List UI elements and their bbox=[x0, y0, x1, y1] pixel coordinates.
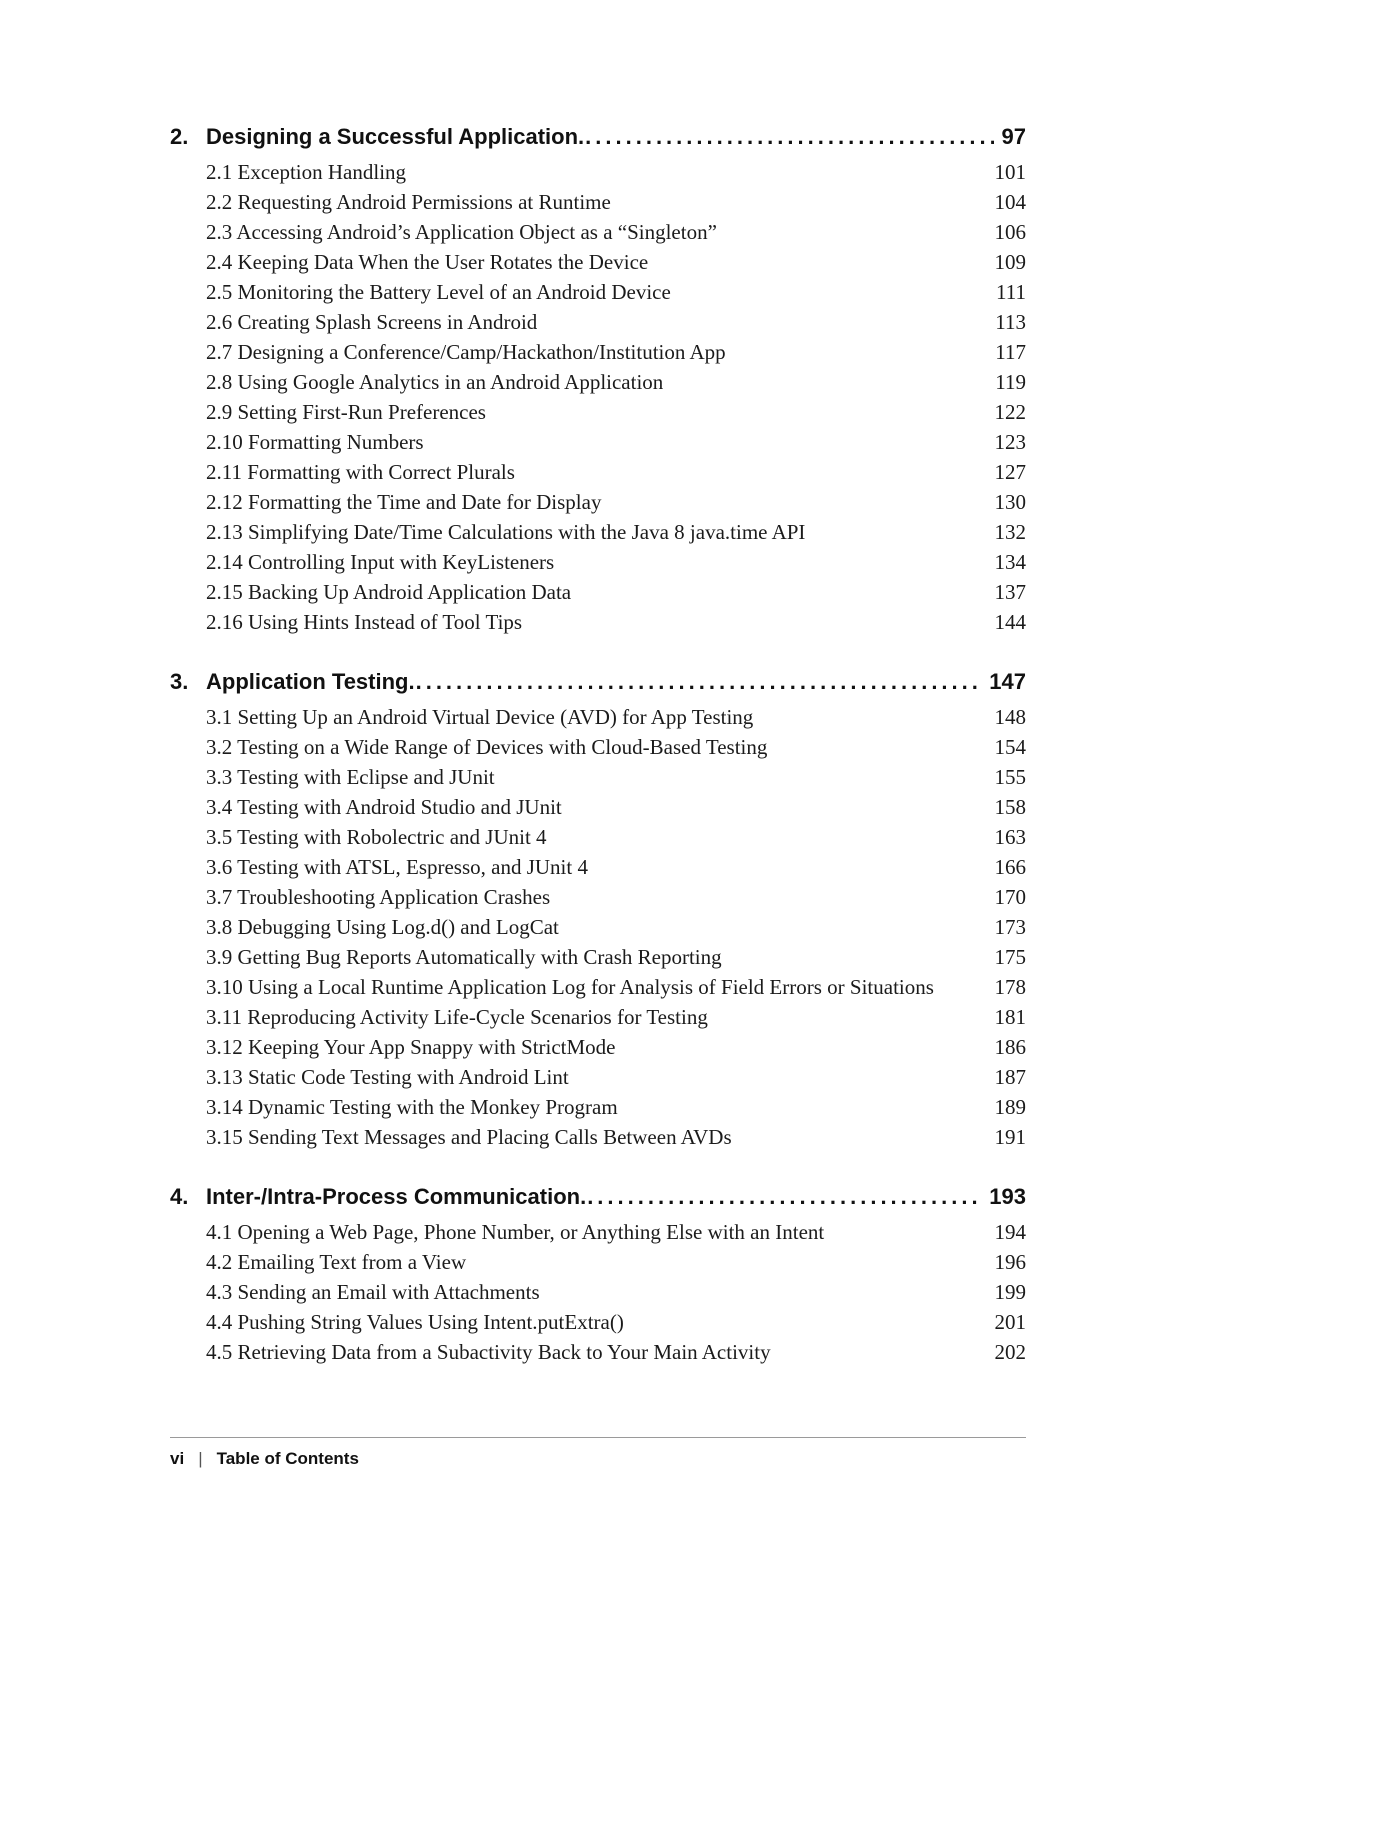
chapter-heading bbox=[170, 1182, 1026, 1212]
dot-leader bbox=[587, 1182, 981, 1212]
entry-label: 3.7 Troubleshooting Application Crashes bbox=[206, 885, 551, 909]
toc-entry-row bbox=[170, 517, 1026, 547]
entry-label: 4.2 Emailing Text from a View bbox=[206, 1250, 467, 1274]
footer-label: Table of Contents bbox=[216, 1449, 359, 1468]
toc-entry-row bbox=[170, 247, 1026, 277]
entry-page-number: 163 bbox=[994, 825, 1026, 849]
entry-page-number: 132 bbox=[994, 520, 1026, 544]
entry-page-number: 134 bbox=[994, 550, 1026, 574]
entry-page-number: 130 bbox=[994, 490, 1026, 514]
entry-page-number: 170 bbox=[994, 885, 1026, 909]
entry-label: 4.1 Opening a Web Page, Phone Number, or Anything Else with an Intent bbox=[206, 1220, 825, 1244]
entry-label: 3.8 Debugging Using Log.d() and LogCat bbox=[206, 915, 559, 939]
toc-entry-row bbox=[170, 337, 1026, 367]
toc-entry-row bbox=[170, 487, 1026, 517]
entry-page-number: 113 bbox=[995, 310, 1026, 334]
entry-page-number: 148 bbox=[994, 705, 1026, 729]
chapter-page-number: 97 bbox=[1001, 124, 1026, 149]
entry-label: 3.3 Testing with Eclipse and JUnit bbox=[206, 765, 495, 789]
footer-page-number: vi bbox=[170, 1449, 185, 1468]
entry-page-number: 106 bbox=[994, 220, 1026, 244]
entry-label: 2.7 Designing a Conference/Camp/Hackathon/Institution App bbox=[206, 340, 726, 364]
toc-entry-row bbox=[170, 367, 1026, 397]
toc-entry-row bbox=[170, 1307, 1026, 1337]
chapter-section bbox=[170, 122, 1026, 637]
chapter-heading bbox=[170, 667, 1026, 697]
toc-entry-row bbox=[170, 1337, 1026, 1367]
entry-page-number: 158 bbox=[994, 795, 1026, 819]
dot-leader bbox=[416, 667, 982, 697]
chapter-page-number: 147 bbox=[989, 669, 1026, 694]
toc-entry-row bbox=[170, 187, 1026, 217]
chapter-section bbox=[170, 1182, 1026, 1367]
toc-entry-row bbox=[170, 942, 1026, 972]
entry-page-number: 181 bbox=[994, 1005, 1026, 1029]
entry-page-number: 173 bbox=[994, 915, 1026, 939]
chapter-entries bbox=[170, 702, 1026, 1152]
entry-label: 3.11 Reproducing Activity Life-Cycle Scenarios for Testing bbox=[206, 1005, 708, 1029]
toc-entry-row bbox=[170, 217, 1026, 247]
entry-label: 4.4 Pushing String Values Using Intent.putExtra() bbox=[206, 1310, 624, 1334]
entry-label: 2.16 Using Hints Instead of Tool Tips bbox=[206, 610, 523, 634]
chapter-title: Designing a Successful Application. bbox=[206, 124, 585, 149]
entry-page-number: 101 bbox=[994, 160, 1026, 184]
chapter-title: Inter-/Intra-Process Communication. bbox=[206, 1184, 587, 1209]
toc-entry-row bbox=[170, 1217, 1026, 1247]
entry-label: 2.1 Exception Handling bbox=[206, 160, 407, 184]
toc-entry-row bbox=[170, 732, 1026, 762]
entry-page-number: 123 bbox=[994, 430, 1026, 454]
toc-entry-row bbox=[170, 457, 1026, 487]
entry-label: 2.14 Controlling Input with KeyListeners bbox=[206, 550, 555, 574]
entry-label: 2.10 Formatting Numbers bbox=[206, 430, 424, 454]
entry-page-number: 201 bbox=[994, 1310, 1026, 1334]
entry-label: 3.10 Using a Local Runtime Application Log for Analysis of Field Errors or Situations bbox=[206, 975, 934, 999]
toc-entry-row bbox=[170, 1122, 1026, 1152]
footer-text bbox=[170, 1449, 1026, 1469]
toc-entry-row bbox=[170, 577, 1026, 607]
entry-label: 3.14 Dynamic Testing with the Monkey Program bbox=[206, 1095, 618, 1119]
entry-page-number: 144 bbox=[994, 610, 1026, 634]
toc-entry-row bbox=[170, 1062, 1026, 1092]
entry-page-number: 175 bbox=[994, 945, 1026, 969]
toc-entry-row bbox=[170, 607, 1026, 637]
toc-entry-row bbox=[170, 1002, 1026, 1032]
entry-page-number: 202 bbox=[994, 1340, 1026, 1364]
footer-separator: | bbox=[198, 1449, 203, 1468]
chapter-number: 3. bbox=[170, 669, 189, 694]
entry-page-number: 191 bbox=[994, 1125, 1026, 1149]
entry-label: 2.8 Using Google Analytics in an Android Application bbox=[206, 370, 664, 394]
footer-rule bbox=[170, 1437, 1026, 1438]
entry-page-number: 111 bbox=[996, 280, 1026, 304]
entry-page-number: 109 bbox=[994, 250, 1026, 274]
toc-content bbox=[170, 0, 1026, 1367]
entry-label: 3.1 Setting Up an Android Virtual Device (AVD) for App Testing bbox=[206, 705, 754, 729]
toc-entry-row bbox=[170, 822, 1026, 852]
toc-entry-row bbox=[170, 1277, 1026, 1307]
entry-page-number: 154 bbox=[994, 735, 1026, 759]
entry-label: 2.4 Keeping Data When the User Rotates the Device bbox=[206, 250, 649, 274]
chapter-number: 4. bbox=[170, 1184, 189, 1209]
entry-label: 2.12 Formatting the Time and Date for Display bbox=[206, 490, 602, 514]
entry-label: 3.2 Testing on a Wide Range of Devices with Cloud-Based Testing bbox=[206, 735, 768, 759]
toc-chapters bbox=[170, 122, 1026, 1367]
toc-entry-row bbox=[170, 1092, 1026, 1122]
chapter-entries bbox=[170, 1217, 1026, 1367]
chapter-title: Application Testing. bbox=[206, 669, 415, 694]
toc-entry-row bbox=[170, 702, 1026, 732]
toc-entry-row bbox=[170, 972, 1026, 1002]
entry-page-number: 187 bbox=[994, 1065, 1026, 1089]
entry-label: 2.15 Backing Up Android Application Data bbox=[206, 580, 572, 604]
toc-entry-row bbox=[170, 1247, 1026, 1277]
entry-label: 2.3 Accessing Android’s Application Object as a “Singleton” bbox=[206, 220, 717, 244]
entry-label: 3.9 Getting Bug Reports Automatically with Crash Reporting bbox=[206, 945, 722, 969]
toc-entry-row bbox=[170, 307, 1026, 337]
chapter-heading bbox=[170, 122, 1026, 152]
toc-entry-row bbox=[170, 792, 1026, 822]
entry-page-number: 117 bbox=[995, 340, 1026, 364]
toc-entry-row bbox=[170, 397, 1026, 427]
entry-page-number: 186 bbox=[994, 1035, 1026, 1059]
entry-page-number: 189 bbox=[994, 1095, 1026, 1119]
entry-label: 2.11 Formatting with Correct Plurals bbox=[206, 460, 515, 484]
toc-entry-row bbox=[170, 427, 1026, 457]
entry-page-number: 155 bbox=[994, 765, 1026, 789]
entry-label: 2.5 Monitoring the Battery Level of an Android Device bbox=[206, 280, 671, 304]
entry-page-number: 166 bbox=[994, 855, 1026, 879]
entry-page-number: 194 bbox=[994, 1220, 1026, 1244]
chapter-page-number: 193 bbox=[989, 1184, 1026, 1209]
chapter-entries bbox=[170, 157, 1026, 637]
entry-label: 3.5 Testing with Robolectric and JUnit 4 bbox=[206, 825, 547, 849]
entry-label: 3.15 Sending Text Messages and Placing Calls Between AVDs bbox=[206, 1125, 732, 1149]
toc-entry-row bbox=[170, 882, 1026, 912]
dot-leader bbox=[585, 122, 993, 152]
toc-entry-row bbox=[170, 762, 1026, 792]
entry-label: 3.12 Keeping Your App Snappy with StrictMode bbox=[206, 1035, 616, 1059]
entry-label: 3.6 Testing with ATSL, Espresso, and JUnit 4 bbox=[206, 855, 588, 879]
chapter-section bbox=[170, 667, 1026, 1152]
toc-entry-row bbox=[170, 157, 1026, 187]
chapter-number: 2. bbox=[170, 124, 189, 149]
entry-page-number: 127 bbox=[994, 460, 1026, 484]
toc-entry-row bbox=[170, 547, 1026, 577]
entry-label: 2.6 Creating Splash Screens in Android bbox=[206, 310, 538, 334]
entry-page-number: 178 bbox=[994, 975, 1026, 999]
entry-page-number: 122 bbox=[994, 400, 1026, 424]
page-footer bbox=[170, 1437, 1026, 1469]
toc-entry-row bbox=[170, 852, 1026, 882]
entry-page-number: 119 bbox=[995, 370, 1026, 394]
entry-label: 3.4 Testing with Android Studio and JUnit bbox=[206, 795, 562, 819]
entry-label: 4.3 Sending an Email with Attachments bbox=[206, 1280, 540, 1304]
entry-label: 4.5 Retrieving Data from a Subactivity Back to Your Main Activity bbox=[206, 1340, 771, 1364]
entry-label: 2.9 Setting First-Run Preferences bbox=[206, 400, 486, 424]
entry-page-number: 196 bbox=[994, 1250, 1026, 1274]
entry-label: 2.13 Simplifying Date/Time Calculations with the Java 8 java.time API bbox=[206, 520, 806, 544]
toc-entry-row bbox=[170, 277, 1026, 307]
entry-label: 3.13 Static Code Testing with Android Lint bbox=[206, 1065, 569, 1089]
toc-entry-row bbox=[170, 1032, 1026, 1062]
entry-page-number: 199 bbox=[994, 1280, 1026, 1304]
entry-page-number: 104 bbox=[994, 190, 1026, 214]
toc-entry-row bbox=[170, 912, 1026, 942]
entry-page-number: 137 bbox=[994, 580, 1026, 604]
entry-label: 2.2 Requesting Android Permissions at Runtime bbox=[206, 190, 611, 214]
